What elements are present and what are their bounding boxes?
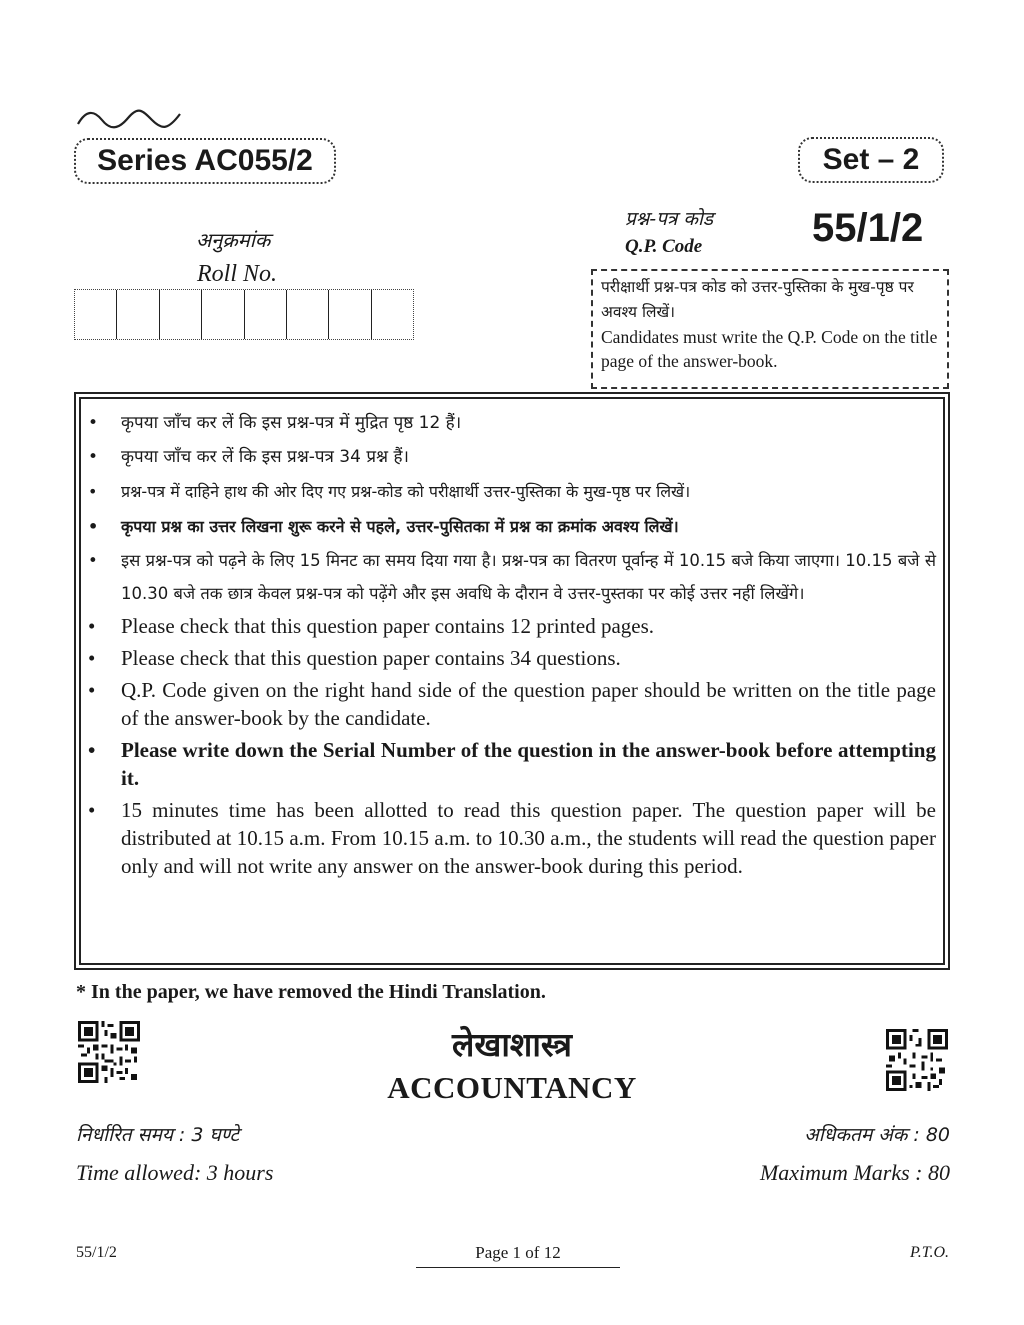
bullet-icon: • [88,798,96,822]
candidate-note-hindi: परीक्षार्थी प्रश्न-पत्र कोड को उत्तर-पुस्तिका के मुख-पृष्ठ पर अवश्य लिखें। [601,278,914,321]
subject-title-hindi: लेखाशास्त्र [452,1025,572,1064]
series-label: Series AC055/2 [74,138,336,184]
instruction-item [86,406,936,440]
footer-qp-code: 55/1/2 [76,1244,117,1261]
instruction-text: इस प्रश्न-पत्र को पढ़ने के लिए 15 मिनट का समय दिया गया है। प्रश्न-पत्र का वितरण पूर्वान्ह में 10.15 बजे किया जाएगा। 10.15 बजे से 10.30 बजे तक छात्र केवल प्रश्न-पत्र को पढ़ेंगे और इस अवधि के दौरान वे उत्तर-पुस्तका पर कोई उत्तर नहीं लिखेंगे। [121,551,936,603]
roll-no-hindi-label: अनुक्रमांक [196,228,271,252]
roll-no-box[interactable] [245,290,287,339]
instruction-item [86,509,936,544]
bullet-icon: • [88,614,96,638]
roll-no-box[interactable] [329,290,371,339]
instruction-item [86,612,936,640]
instruction-text: Please check that this question paper contains 34 questions. [121,646,621,670]
instruction-text: कृपया जाँच कर लें कि इस प्रश्न-पत्र में मुद्रित पृष्ठ 12 हैं। [121,413,462,433]
qp-code-hindi-label: प्रश्न-पत्र कोड [625,208,714,230]
set-label: Set – 2 [798,137,944,183]
maximum-marks-hindi: अधिकतम अंक : 80 [804,1124,950,1146]
footer-pto: P.T.O. [910,1244,949,1261]
instruction-text: कृपया प्रश्न का उत्तर लिखना शुरू करने से पहले, उत्तर-पुसितका में प्रश्न का क्रमांक अवश्य लिखें। [121,517,679,536]
instruction-text: Please write down the Serial Number of the question in the answer-book before attempting it. [121,738,936,790]
instruction-text: 15 minutes time has been allotted to read this question paper. The question paper will be distributed at 10.15 a.m. From 10.15 a.m. to 10.30 a.m., the students will read the question paper only and will not write any answer on the answer-book during this period. [121,798,936,878]
instruction-item [86,544,936,610]
bullet-icon: • [88,482,98,501]
qp-code-value: 55/1/2 [812,206,924,250]
bullet-icon: • [88,413,99,433]
instruction-text: Please check that this question paper contains 12 printed pages. [121,614,655,638]
roll-no-box[interactable] [287,290,329,339]
qp-code-label: Q.P. Code [625,236,703,257]
time-allowed-hindi: निर्धारित समय : 3 घण्टे [76,1124,240,1146]
bullet-icon: • [88,678,96,702]
instruction-item [86,474,936,509]
bullet-icon: • [88,447,99,467]
bullet-icon: • [88,738,96,762]
time-allowed: Time allowed: 3 hours [76,1160,274,1185]
instruction-item [86,440,936,474]
roll-no-box[interactable] [372,290,413,339]
bullet-icon: • [88,551,98,570]
roll-no-label: Roll No. [197,261,278,287]
instruction-item [86,736,936,792]
instruction-item [86,644,936,672]
bullet-icon: • [88,646,96,670]
roll-no-box[interactable] [117,290,159,339]
candidate-note-english: Candidates must write the Q.P. Code on the title page of the answer-book. [601,327,938,371]
instruction-text: Q.P. Code given on the right hand side of the question paper should be written on the title page of the answer-book by the candidate. [121,678,936,730]
roll-no-box[interactable] [160,290,202,339]
subject-title: ACCOUNTANCY [387,1070,637,1105]
translation-removed-note: * In the paper, we have removed the Hindi Translation. [76,981,546,1003]
footer-page-number: Page 1 of 12 [416,1243,620,1268]
roll-no-box[interactable] [75,290,117,339]
instruction-text: प्रश्न-पत्र में दाहिने हाथ की ओर दिए गए प्रश्न-कोड को परीक्षार्थी उत्तर-पुस्तिका के मुख-पृष्ठ पर लिखें। [121,482,691,501]
instruction-item [86,796,936,880]
maximum-marks: Maximum Marks : 80 [759,1160,950,1185]
instructions-list [86,406,936,884]
candidate-note-box [591,269,949,389]
roll-no-box[interactable] [202,290,244,339]
bullet-icon: • [88,517,99,536]
instruction-text: कृपया जाँच कर लें कि इस प्रश्न-पत्र 34 प्रश्न हैं। [121,447,409,467]
roll-no-grid [74,289,414,340]
instruction-item [86,676,936,732]
decorative-tilde-icon [76,108,182,130]
